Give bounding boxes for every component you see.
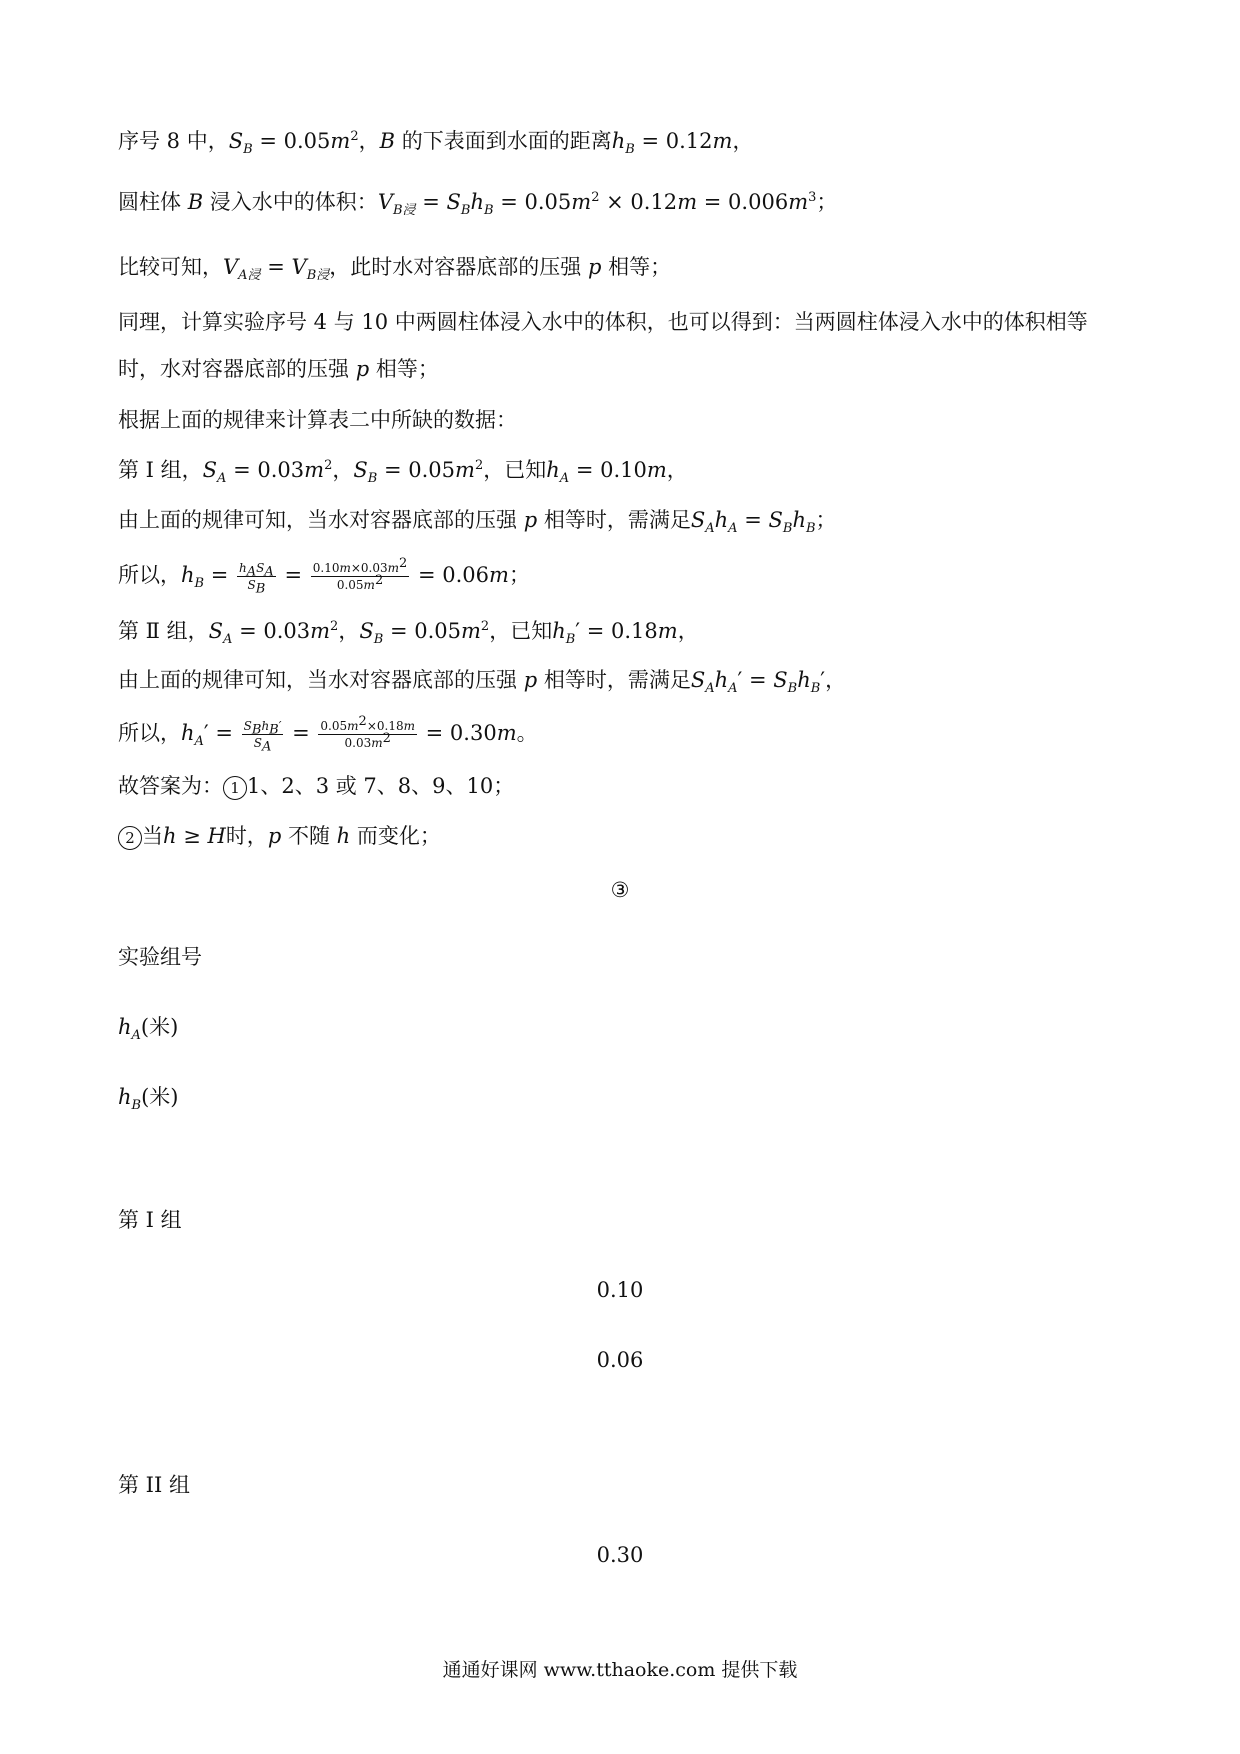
- line-6: 根据上面的规律来计算表二中所缺的数据：: [118, 408, 517, 432]
- line-1: 序号 8 中，$S_B = 0.05m^2$，B 的下表面到水面的距离$h_B = 0.12m$，: [118, 129, 754, 158]
- line-10: 第 Ⅱ 组，$S_A = 0.03m^2$，$S_B = 0.05m^2$，已知$h_B' = 0.18m$，: [118, 619, 699, 648]
- table-group2-ha: 0.30: [596, 1543, 644, 1567]
- table-header-ha: $h_A$(米): [118, 1015, 179, 1044]
- table-group1-hb: 0.06: [596, 1348, 644, 1372]
- line-2: 圆柱体 B 浸入水中的体积：$V_{B浸} = S_Bh_B = 0.05m^2 \times 0.12m = 0.006m^3$；: [118, 190, 838, 219]
- line-14: 2 当h ≥ H时，p 不随 h 而变化；: [118, 821, 441, 851]
- line-4: 同理，计算实验序号 4 与 10 中两圆柱体浸入水中的体积，也可以得到：当两圆柱体浸入水中的体积相等: [118, 310, 1088, 334]
- line-9: 所以，$h_B$ = $\frac{h_AS_A}{S_B}$ = $\frac{0.10m\times 0.03m^2}{0.05m^2}$ = 0.06m；: [118, 556, 530, 597]
- line-8: 由上面的规律可知，当水对容器底部的压强 p 相等时，需满足$S_Ah_A = S_Bh_B$；: [118, 508, 837, 537]
- line-12: 所以，$h_A'$ = $\frac{S_Bh_B'}{S_A}$ = $\frac{0.05m^2\times 0.18m}{0.03m^2}$ = 0.30m。: [118, 714, 538, 755]
- table-header-hb: $h_B$(米): [118, 1085, 179, 1114]
- table-group2-label: 第 II 组: [118, 1473, 190, 1497]
- table-group1-label: 第 I 组: [118, 1208, 182, 1232]
- table-marker: ③: [610, 878, 630, 902]
- line-3: 比较可知，$V_{A浸} = V_{B浸}$，此时水对容器底部的压强 p 相等；: [118, 255, 672, 284]
- line-7: 第 I 组，$S_A = 0.03m^2$，$S_B = 0.05m^2$，已知$h_A = 0.10m$，: [118, 458, 688, 487]
- footer-credit: 通通好课网 www.tthaoke.com 提供下载: [442, 1659, 798, 1681]
- table-header-group: 实验组号: [118, 945, 202, 969]
- line-5: 时，水对容器底部的压强 p 相等；: [118, 357, 439, 381]
- line-11: 由上面的规律可知，当水对容器底部的压强 p 相等时，需满足$S_Ah_A' = S_Bh_B'$，: [118, 668, 847, 697]
- table-group1-ha: 0.10: [596, 1278, 644, 1302]
- line-13: 故答案为： 1 1、2、3 或 7、8、9、10；: [118, 774, 515, 798]
